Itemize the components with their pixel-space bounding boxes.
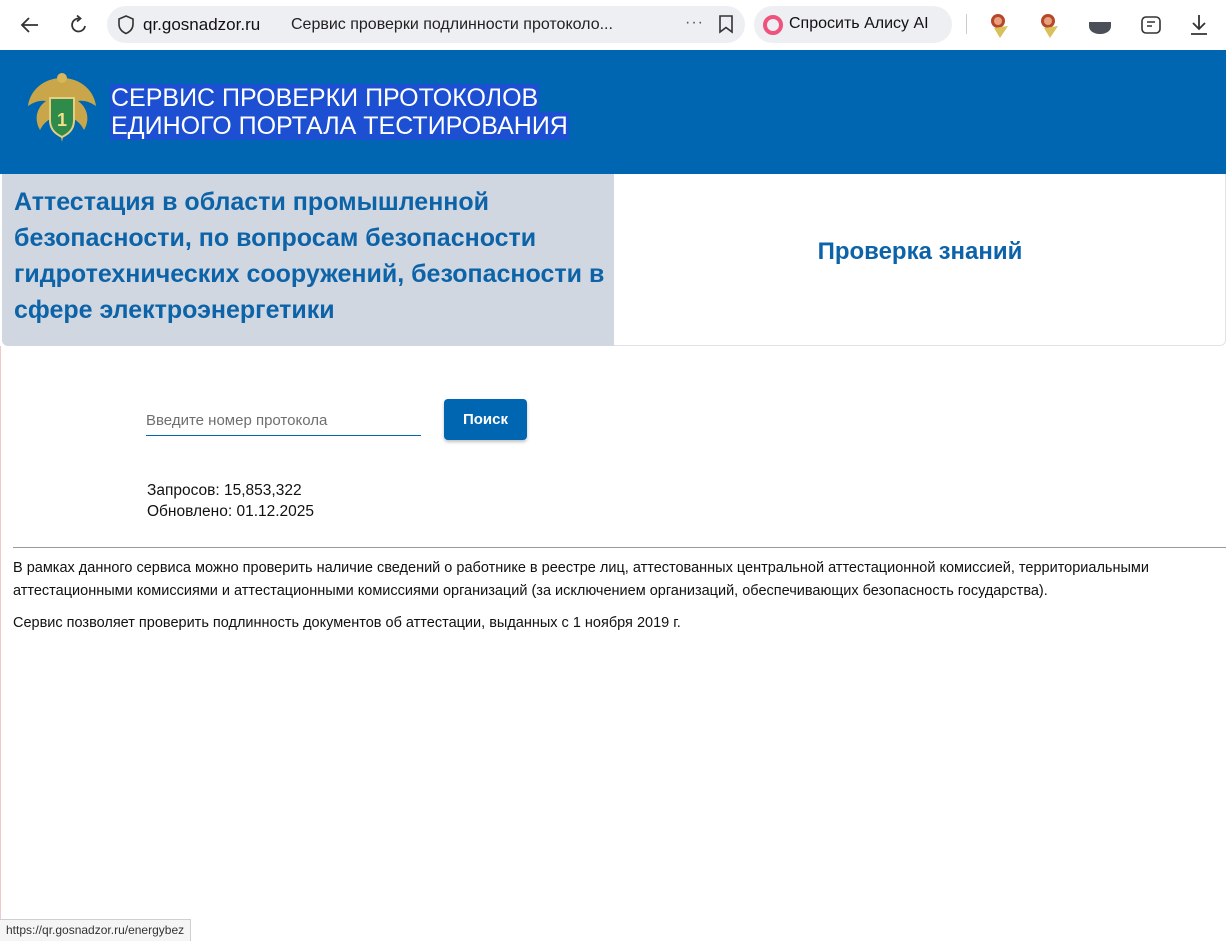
description-paragraph-1: В рамках данного сервиса можно проверить наличие сведений о работнике в реестре лиц, аттестованных центральной аттестационной комиссией, территориальными аттестационными комиссиями и аттестационными комиссиями организаций (за исключением организаций, обеспечивающих безопасность государства). [13, 560, 1149, 599]
knowledge-check-card[interactable] [614, 174, 1226, 346]
url-domain[interactable]: qr.gosnadzor.ru [143, 15, 261, 34]
status-bar-url: https://qr.gosnadzor.ru/energybez [0, 919, 191, 941]
reload-icon[interactable] [64, 10, 94, 40]
site-header [0, 50, 1226, 174]
bookmark-icon[interactable] [717, 14, 735, 39]
emblem-logo [24, 70, 100, 150]
browser-toolbar [0, 0, 1226, 50]
stats-block [147, 480, 314, 522]
site-title [110, 84, 569, 140]
page-left-border [0, 346, 1, 941]
extension-icon[interactable] [1036, 12, 1062, 38]
svg-text:1: 1 [56, 110, 68, 130]
requests-count: Запросов: 15,853,322 [147, 482, 302, 499]
updated-date: Обновлено: 01.12.2025 [147, 503, 315, 520]
shield-icon[interactable] [117, 15, 135, 40]
extension-icon[interactable] [1138, 12, 1164, 38]
divider [13, 547, 1226, 548]
search-button[interactable]: Поиск [444, 399, 527, 440]
description-paragraph-2: Сервис позволяет проверить подлинность документов об аттестации, выданных с 1 ноября 2019 г. [13, 615, 681, 631]
alice-icon [763, 15, 783, 35]
site-title-line2: ЕДИНОГО ПОРТАЛА ТЕСТИРОВАНИЯ [111, 112, 568, 140]
back-icon[interactable] [15, 10, 45, 40]
ask-alice-button[interactable] [754, 6, 952, 43]
extension-icon[interactable] [986, 12, 1012, 38]
attestation-card-title: Аттестация в области промышленной безопасности, по вопросам безопасности гидротехнических сооружений, безопасности в сфере электроэнергетики [14, 188, 605, 324]
protocol-number-input[interactable] [146, 405, 421, 436]
site-title-line1: СЕРВИС ПРОВЕРКИ ПРОТОКОЛОВ [111, 84, 539, 112]
address-bar[interactable] [107, 6, 745, 43]
download-icon[interactable] [1187, 12, 1211, 43]
extension-icon[interactable] [1087, 12, 1113, 38]
toolbar-separator [966, 14, 967, 34]
description [13, 557, 1213, 644]
ask-alice-label: Спросить Алису AI [789, 15, 929, 32]
more-icon[interactable]: ··· [685, 14, 704, 31]
attestation-card[interactable] [2, 174, 614, 346]
knowledge-check-title: Проверка знаний [817, 238, 1023, 265]
page-title-in-urlbar[interactable]: Сервис проверки подлинности протоколо... [291, 16, 613, 33]
